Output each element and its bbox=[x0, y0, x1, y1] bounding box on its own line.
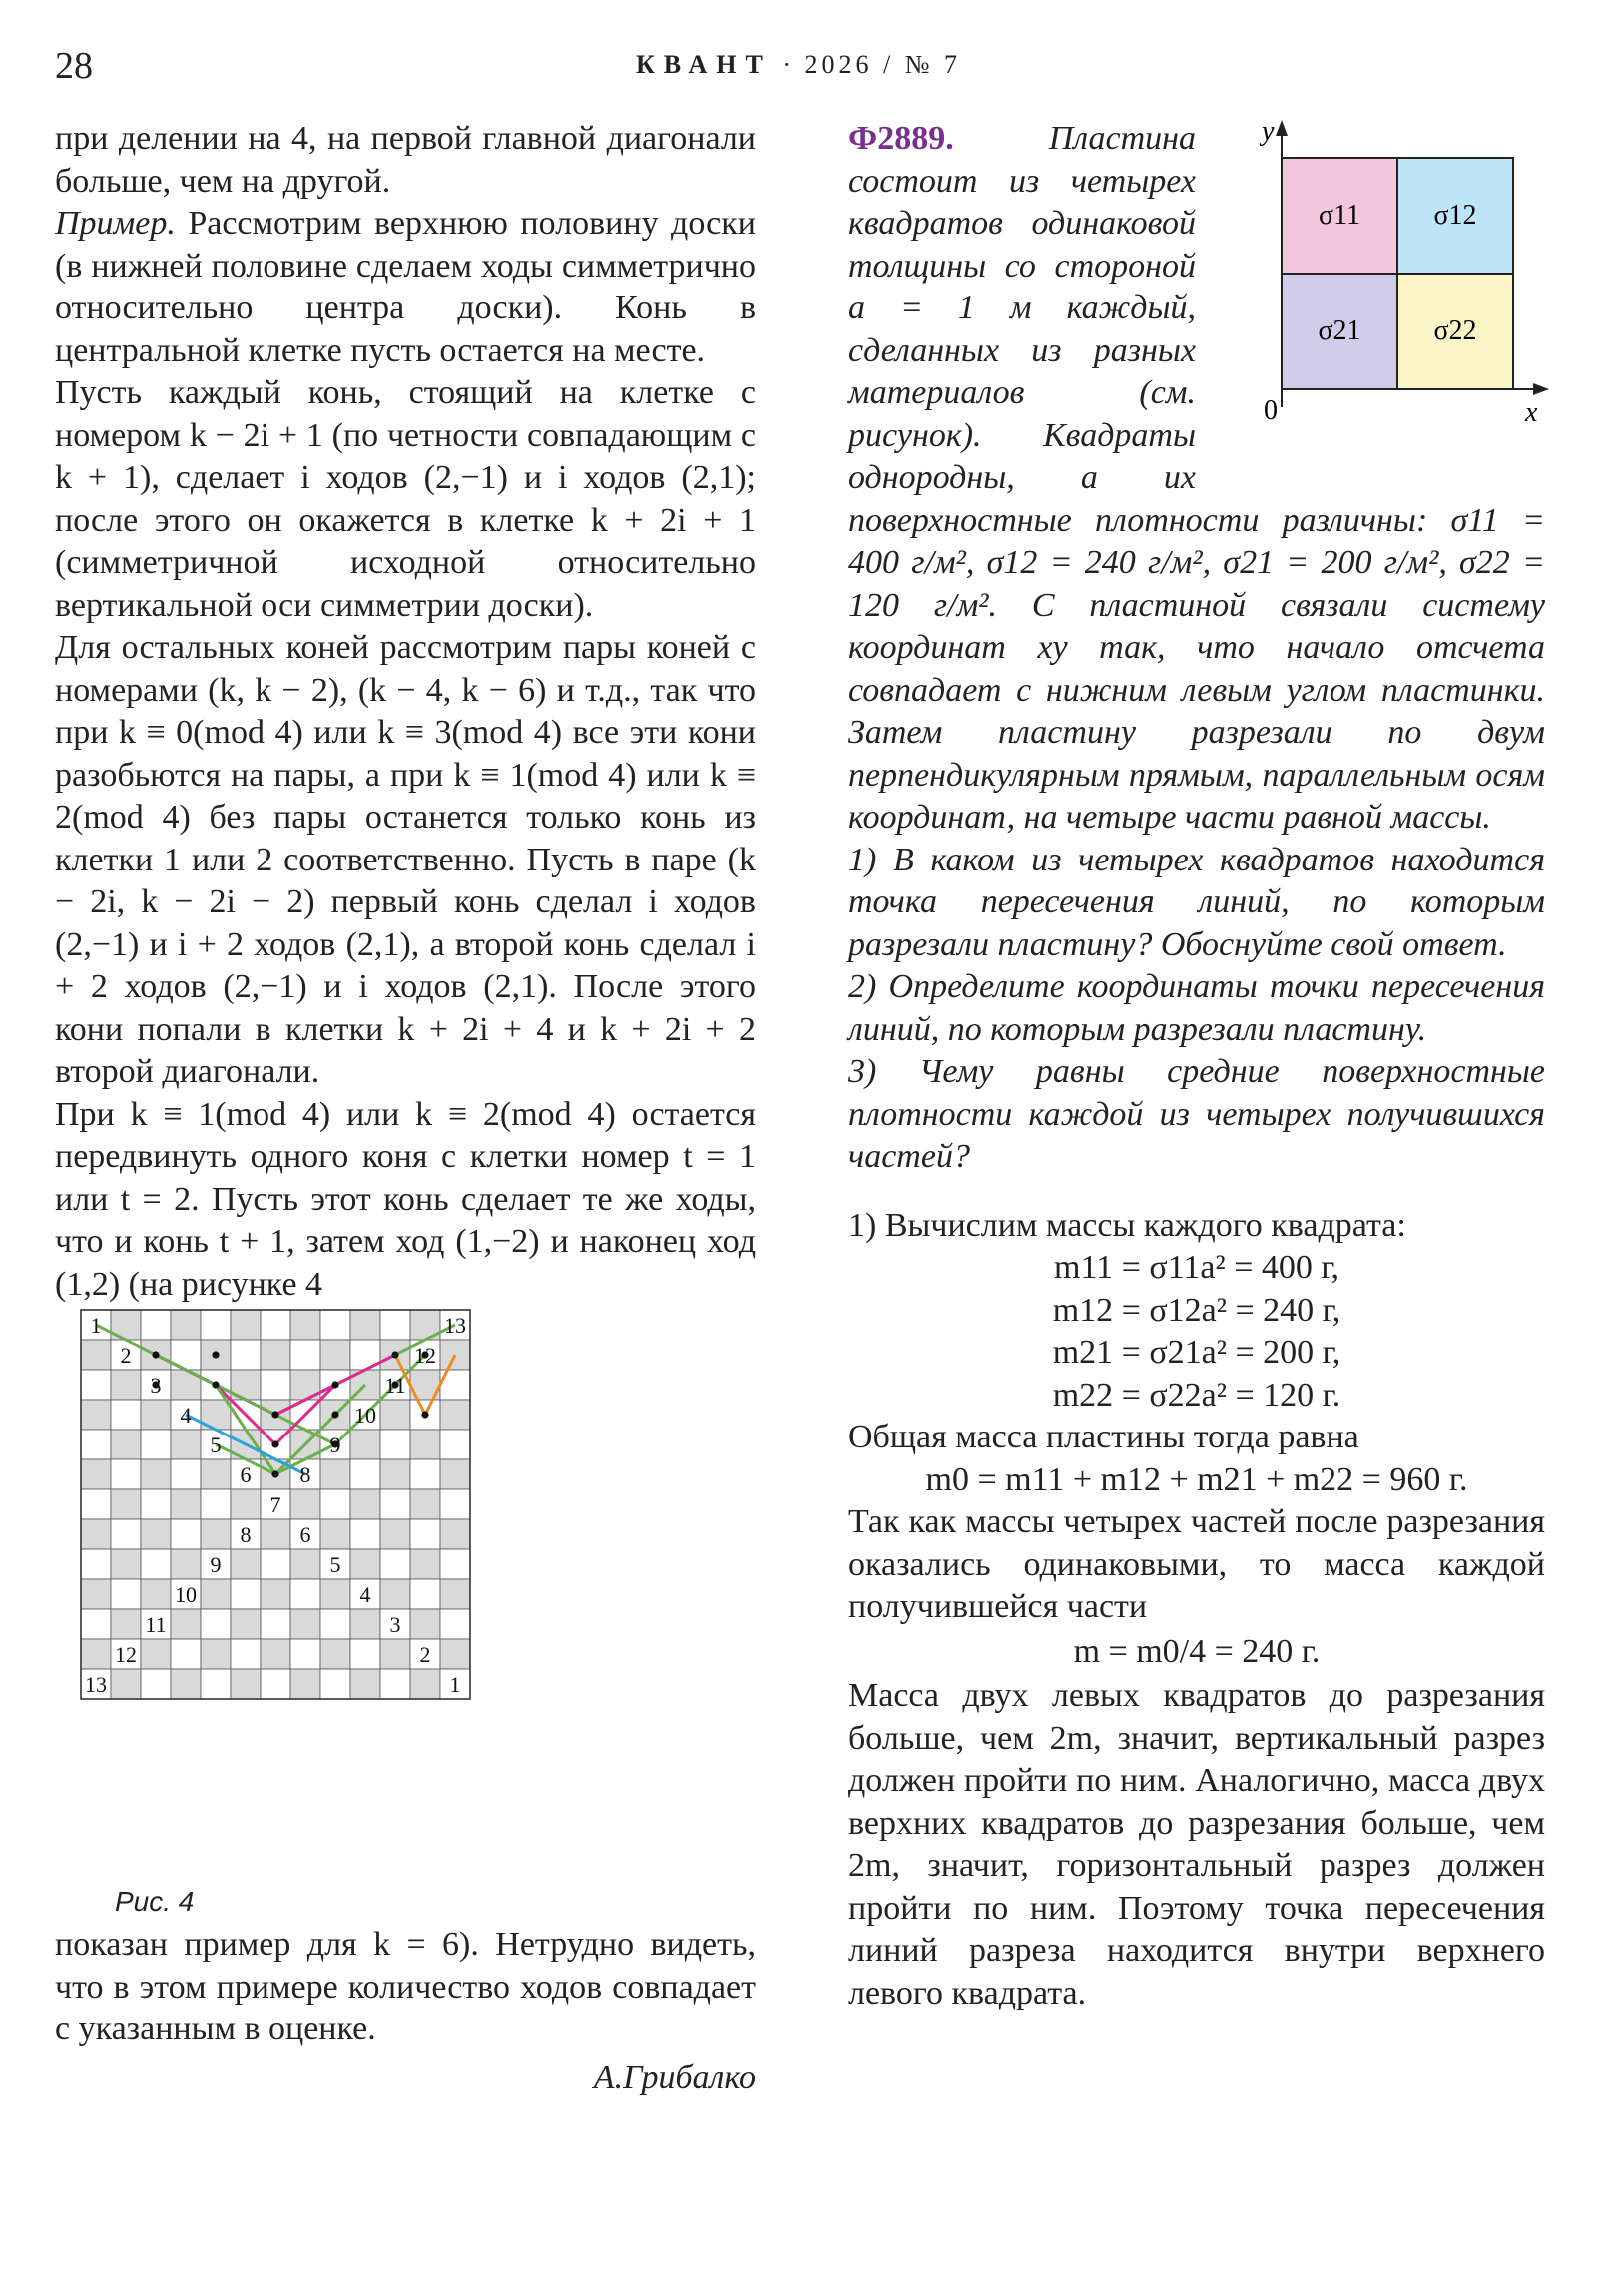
board-cell bbox=[350, 1549, 380, 1579]
board-cell bbox=[350, 1489, 380, 1519]
board-cell bbox=[201, 1579, 231, 1609]
board-cell bbox=[350, 1639, 380, 1669]
paragraph-3: Пусть каждый конь, стоящий на клетке с номером k − 2i + 1 (по четности совпадающим с k + 1), сделает i ходов (2,−1) и i ходов (2,1); после этого он окажется в клетке k + 2i + 1 (симметричной исходной относительно вертикальной оси симметрии доски). bbox=[55, 374, 756, 624]
cell-number: 13 bbox=[85, 1672, 107, 1697]
cell-number: 10 bbox=[354, 1403, 376, 1428]
board-cell bbox=[440, 1549, 470, 1579]
board-cell bbox=[290, 1489, 320, 1519]
board-cell bbox=[111, 1609, 141, 1639]
question-3: 3) Чему равны средние поверхностные плотности каждой из четырех получившихся частей? bbox=[848, 1053, 1545, 1175]
board-cell bbox=[231, 1310, 261, 1340]
board-cell bbox=[231, 1549, 261, 1579]
board-cell bbox=[111, 1519, 141, 1549]
cell-number: 9 bbox=[329, 1433, 341, 1457]
board-cell bbox=[410, 1669, 440, 1699]
board-cell bbox=[320, 1579, 350, 1609]
board-cell bbox=[171, 1459, 201, 1489]
board-cell bbox=[141, 1579, 171, 1609]
board-cell bbox=[81, 1489, 111, 1519]
paragraph-2 bbox=[55, 203, 756, 372]
paragraph-2-text: Рассмотрим верхнюю половину доски (в нижней половине сделаем ходы симметрично относительно центра доски). Конь в центральной клетке пусть остается на месте. bbox=[55, 205, 756, 369]
knight-dot bbox=[271, 1411, 278, 1418]
board-cell bbox=[201, 1459, 231, 1489]
board-cell bbox=[350, 1459, 380, 1489]
board-cell bbox=[171, 1639, 201, 1669]
board-cell bbox=[231, 1669, 261, 1699]
board-cell bbox=[201, 1639, 231, 1669]
cell-number: 8 bbox=[240, 1522, 252, 1547]
equation-m11: m11 = σ11a² = 400 г, bbox=[1054, 1249, 1339, 1286]
board-cell bbox=[320, 1639, 350, 1669]
board-cell bbox=[141, 1549, 171, 1579]
board-cell bbox=[380, 1669, 410, 1699]
board-cell bbox=[410, 1519, 440, 1549]
knight-dot bbox=[271, 1440, 278, 1447]
board-cell bbox=[81, 1430, 111, 1459]
board-cell bbox=[290, 1579, 320, 1609]
board-cell bbox=[171, 1609, 201, 1639]
board-cell bbox=[380, 1430, 410, 1459]
cell-number: 3 bbox=[389, 1612, 401, 1637]
board-cell bbox=[320, 1609, 350, 1639]
board-cell bbox=[320, 1519, 350, 1549]
solution-total-mass-intro: Общая масса пластины тогда равна bbox=[848, 1419, 1359, 1455]
board-cell bbox=[261, 1579, 290, 1609]
board-cell bbox=[141, 1310, 171, 1340]
board-cell bbox=[81, 1549, 111, 1579]
cell-number: 12 bbox=[115, 1642, 137, 1667]
board-cell bbox=[171, 1669, 201, 1699]
board-cell bbox=[261, 1310, 290, 1340]
plate-figure bbox=[1202, 118, 1553, 487]
cell-number: 8 bbox=[299, 1462, 311, 1487]
board-cell bbox=[410, 1430, 440, 1459]
board-cell bbox=[231, 1609, 261, 1639]
board-cell bbox=[261, 1609, 290, 1639]
board-cell bbox=[290, 1609, 320, 1639]
board-cell bbox=[261, 1519, 290, 1549]
board-cell bbox=[261, 1639, 290, 1669]
cell-number: 1 bbox=[449, 1672, 461, 1697]
knight-dot bbox=[152, 1351, 159, 1358]
board-cell bbox=[141, 1639, 171, 1669]
cell-number: 10 bbox=[175, 1582, 197, 1607]
board-cell bbox=[380, 1519, 410, 1549]
board-cell bbox=[290, 1669, 320, 1699]
board-cell bbox=[410, 1609, 440, 1639]
cell-number: 4 bbox=[180, 1403, 192, 1428]
board-cell bbox=[380, 1549, 410, 1579]
cell-number: 6 bbox=[240, 1462, 252, 1487]
board-cell bbox=[141, 1430, 171, 1459]
board-cell bbox=[350, 1669, 380, 1699]
cell-number: 6 bbox=[299, 1522, 311, 1547]
board-cell bbox=[290, 1639, 320, 1669]
knight-dot bbox=[331, 1411, 338, 1418]
figure-caption: Рис. 4 bbox=[115, 1886, 195, 1917]
board-cell bbox=[231, 1639, 261, 1669]
board-cell bbox=[141, 1400, 171, 1430]
board-cell bbox=[171, 1310, 201, 1340]
equation-m21: m21 = σ21a² = 200 г, bbox=[1052, 1334, 1341, 1371]
board-cell bbox=[320, 1489, 350, 1519]
board-cell bbox=[440, 1430, 470, 1459]
board-cell bbox=[440, 1459, 470, 1489]
author-signature: А.Грибалко bbox=[593, 2058, 756, 2096]
board-cell bbox=[380, 1400, 410, 1430]
board-cell bbox=[111, 1430, 141, 1459]
board-cell bbox=[231, 1579, 261, 1609]
board-cell bbox=[201, 1489, 231, 1519]
example-lead: Пример. bbox=[55, 205, 176, 242]
board-cell bbox=[380, 1579, 410, 1609]
cell-number: 13 bbox=[444, 1313, 466, 1338]
right-column bbox=[848, 118, 1545, 2014]
board-cell bbox=[440, 1400, 470, 1430]
board-cell bbox=[81, 1639, 111, 1669]
knight-dot bbox=[271, 1470, 278, 1477]
page-number: 28 bbox=[55, 45, 93, 87]
solution-part-mass-intro: Так как массы четырех частей после разрезания оказались одинаковыми, то масса каждой получившейся части bbox=[848, 1503, 1545, 1625]
board-cell bbox=[81, 1370, 111, 1400]
board-cell bbox=[141, 1519, 171, 1549]
board-cell bbox=[440, 1609, 470, 1639]
problem-text: Пластина состоит из четырех квадратов одинаковой толщины со стороной a = 1 м каждый, сделанных из разных материалов (см. рисунок). Квадраты однородны, а их поверхностные плотности различны: σ11 = 400 г/м², σ12 = 240 г/м², σ21 = 200 г/м², σ22 = 120 г/м². С пластиной связали систему координат xy так, что начало отсчета совпадает с нижним левым углом пластинки. Затем пластину разрезали по двум перпендикулярным прямым, параллельным осям координат, на четыре части равной массы. bbox=[848, 120, 1545, 836]
board-cell bbox=[81, 1609, 111, 1639]
board-cell bbox=[350, 1609, 380, 1639]
board-cell bbox=[261, 1669, 290, 1699]
question-2: 2) Определите координаты точки пересечения линий, по которым разрезали пластину. bbox=[848, 968, 1545, 1048]
cell-number: 9 bbox=[210, 1552, 222, 1577]
board-cell bbox=[350, 1430, 380, 1459]
plate-diagram bbox=[1202, 118, 1553, 487]
journal-header bbox=[0, 50, 1597, 80]
board-cell bbox=[290, 1310, 320, 1340]
board-cell bbox=[261, 1549, 290, 1579]
board-cell bbox=[201, 1310, 231, 1340]
board-cell bbox=[440, 1489, 470, 1519]
board-cell bbox=[81, 1579, 111, 1609]
cell-number: 4 bbox=[359, 1582, 371, 1607]
issue-info: · 2026 / № 7 bbox=[782, 50, 962, 79]
board-cell bbox=[201, 1669, 231, 1699]
board-cell bbox=[261, 1340, 290, 1370]
solution-step-1: 1) Вычислим массы каждого квадрата: bbox=[848, 1206, 1406, 1244]
board-cell bbox=[141, 1489, 171, 1519]
board-cell bbox=[350, 1310, 380, 1340]
equation-total-mass: m0 = m11 + m12 + m21 + m22 = 960 г. bbox=[925, 1460, 1468, 1498]
paragraph-6: показан пример для k = 6). Нетрудно видеть, что в этом примере количество ходов совпадает с указанным в оценке. bbox=[55, 1926, 756, 2047]
board-cell bbox=[81, 1459, 111, 1489]
sigma-22-label: σ22 bbox=[1433, 315, 1477, 346]
paragraph-4: Для остальных коней рассмотрим пары коней с номерами (k, k − 2), (k − 4, k − 6) и т.д., так что при k ≡ 0(mod 4) или k ≡ 3(mod 4) все эти кони разобьются на пары, а при k ≡ 1(mod 4) или k ≡ 2(mod 4) без пары останется только конь из клетки 1 или 2 соответственно. Пусть в паре (k − 2i, k − 2i − 2) первый конь сделал i ходов (2,−1) и i + 2 ходов (2,1), а второй конь сделал i + 2 ходов (2,−1) и i ходов (2,1). После этого кони попали в клетки k + 2i + 4 и k + 2i + 2 второй диагонали. bbox=[55, 629, 756, 1090]
paragraph-5: При k ≡ 1(mod 4) или k ≡ 2(mod 4) остается передвинуть одного коня с клетки номер t = 1 или t = 2. Пусть этот конь сделает те же ходы, что и конь t + 1, затем ход (1,−2) и наконец ход (1,2) (на рисунке 4 bbox=[55, 1095, 756, 1303]
board-cell bbox=[171, 1489, 201, 1519]
x-axis-label: x bbox=[1525, 397, 1538, 428]
solution-conclusion: Масса двух левых квадратов до разрезания больше, чем 2m, значит, вертикальный разрез должен пройти по ним. Аналогично, масса двух верхних квадратов до разрезания больше, чем 2m, значит, горизонтальный разрез должен пройти по ним. Поэтому точка пересечения линий разреза находится внутри верхнего левого квадрата. bbox=[848, 1677, 1545, 2011]
x-arrow bbox=[1533, 383, 1549, 395]
board-cell bbox=[440, 1519, 470, 1549]
board-cell bbox=[290, 1340, 320, 1370]
board-cell bbox=[231, 1340, 261, 1370]
knight-dot bbox=[421, 1411, 428, 1418]
board-cell bbox=[440, 1579, 470, 1609]
board-cell bbox=[111, 1370, 141, 1400]
chessboard-diagram bbox=[55, 1306, 756, 1880]
board-cell bbox=[410, 1489, 440, 1519]
board-cell bbox=[111, 1549, 141, 1579]
paragraph-1: при делении на 4, на первой главной диагонали больше, чем на другой. bbox=[55, 120, 756, 200]
board-cell bbox=[320, 1459, 350, 1489]
board-cell bbox=[171, 1430, 201, 1459]
board-cell bbox=[261, 1370, 290, 1400]
cell-number: 1 bbox=[90, 1313, 102, 1338]
sigma-21-label: σ21 bbox=[1318, 315, 1361, 346]
problem-number: Ф2889. bbox=[848, 120, 954, 157]
cell-number: 5 bbox=[329, 1552, 341, 1577]
board-cell bbox=[111, 1459, 141, 1489]
equation-m12: m12 = σ12a² = 240 г, bbox=[1052, 1291, 1341, 1329]
cell-number: 2 bbox=[120, 1343, 132, 1368]
board-cell bbox=[231, 1489, 261, 1519]
board-cell bbox=[290, 1549, 320, 1579]
board-cell bbox=[81, 1519, 111, 1549]
board-cell bbox=[380, 1639, 410, 1669]
board-cell bbox=[380, 1310, 410, 1340]
equation-part-mass: m = m0/4 = 240 г. bbox=[1073, 1632, 1321, 1670]
board-cell bbox=[320, 1340, 350, 1370]
board-cell bbox=[111, 1579, 141, 1609]
board-cell bbox=[171, 1549, 201, 1579]
cell-number: 11 bbox=[145, 1612, 167, 1637]
board-cell bbox=[81, 1400, 111, 1430]
board-cell bbox=[201, 1519, 231, 1549]
cell-number: 3 bbox=[150, 1373, 162, 1398]
knight-dot bbox=[212, 1351, 219, 1358]
board-cell bbox=[141, 1459, 171, 1489]
left-column bbox=[55, 118, 756, 2099]
knight-dot bbox=[331, 1381, 338, 1388]
board-cell bbox=[141, 1669, 171, 1699]
board-cell bbox=[410, 1459, 440, 1489]
cell-number: 7 bbox=[269, 1492, 281, 1517]
y-axis-label: y bbox=[1262, 118, 1275, 147]
cell-number: 5 bbox=[210, 1433, 222, 1457]
board-cell bbox=[410, 1579, 440, 1609]
board-cell bbox=[201, 1609, 231, 1639]
board-cell bbox=[350, 1519, 380, 1549]
board-cell bbox=[111, 1400, 141, 1430]
cell-number: 2 bbox=[419, 1642, 431, 1667]
journal-name: КВАНТ bbox=[635, 50, 772, 79]
board-cell bbox=[320, 1669, 350, 1699]
question-1: 1) В каком из четырех квадратов находится точка пересечения линий, по которым разрезали пластину? Обоснуйте свой ответ. bbox=[848, 841, 1545, 963]
origin-label: 0 bbox=[1264, 395, 1278, 426]
sigma-11-label: σ11 bbox=[1318, 200, 1361, 231]
cell-number: 11 bbox=[384, 1373, 406, 1398]
board-cell bbox=[111, 1669, 141, 1699]
board-cell bbox=[111, 1489, 141, 1519]
cell-number: 12 bbox=[414, 1343, 436, 1368]
board-cell bbox=[81, 1340, 111, 1370]
board-cell bbox=[440, 1639, 470, 1669]
board-cell bbox=[380, 1489, 410, 1519]
y-arrow bbox=[1276, 120, 1288, 136]
board-cell bbox=[320, 1310, 350, 1340]
board-cell bbox=[410, 1549, 440, 1579]
knight-dot bbox=[212, 1381, 219, 1388]
board-cell bbox=[171, 1519, 201, 1549]
figure-4 bbox=[55, 1306, 756, 1920]
knight-dot bbox=[391, 1351, 398, 1358]
sigma-12-label: σ12 bbox=[1433, 200, 1477, 231]
board-cell bbox=[380, 1459, 410, 1489]
equation-m22: m22 = σ22a² = 120 г. bbox=[1052, 1376, 1341, 1414]
